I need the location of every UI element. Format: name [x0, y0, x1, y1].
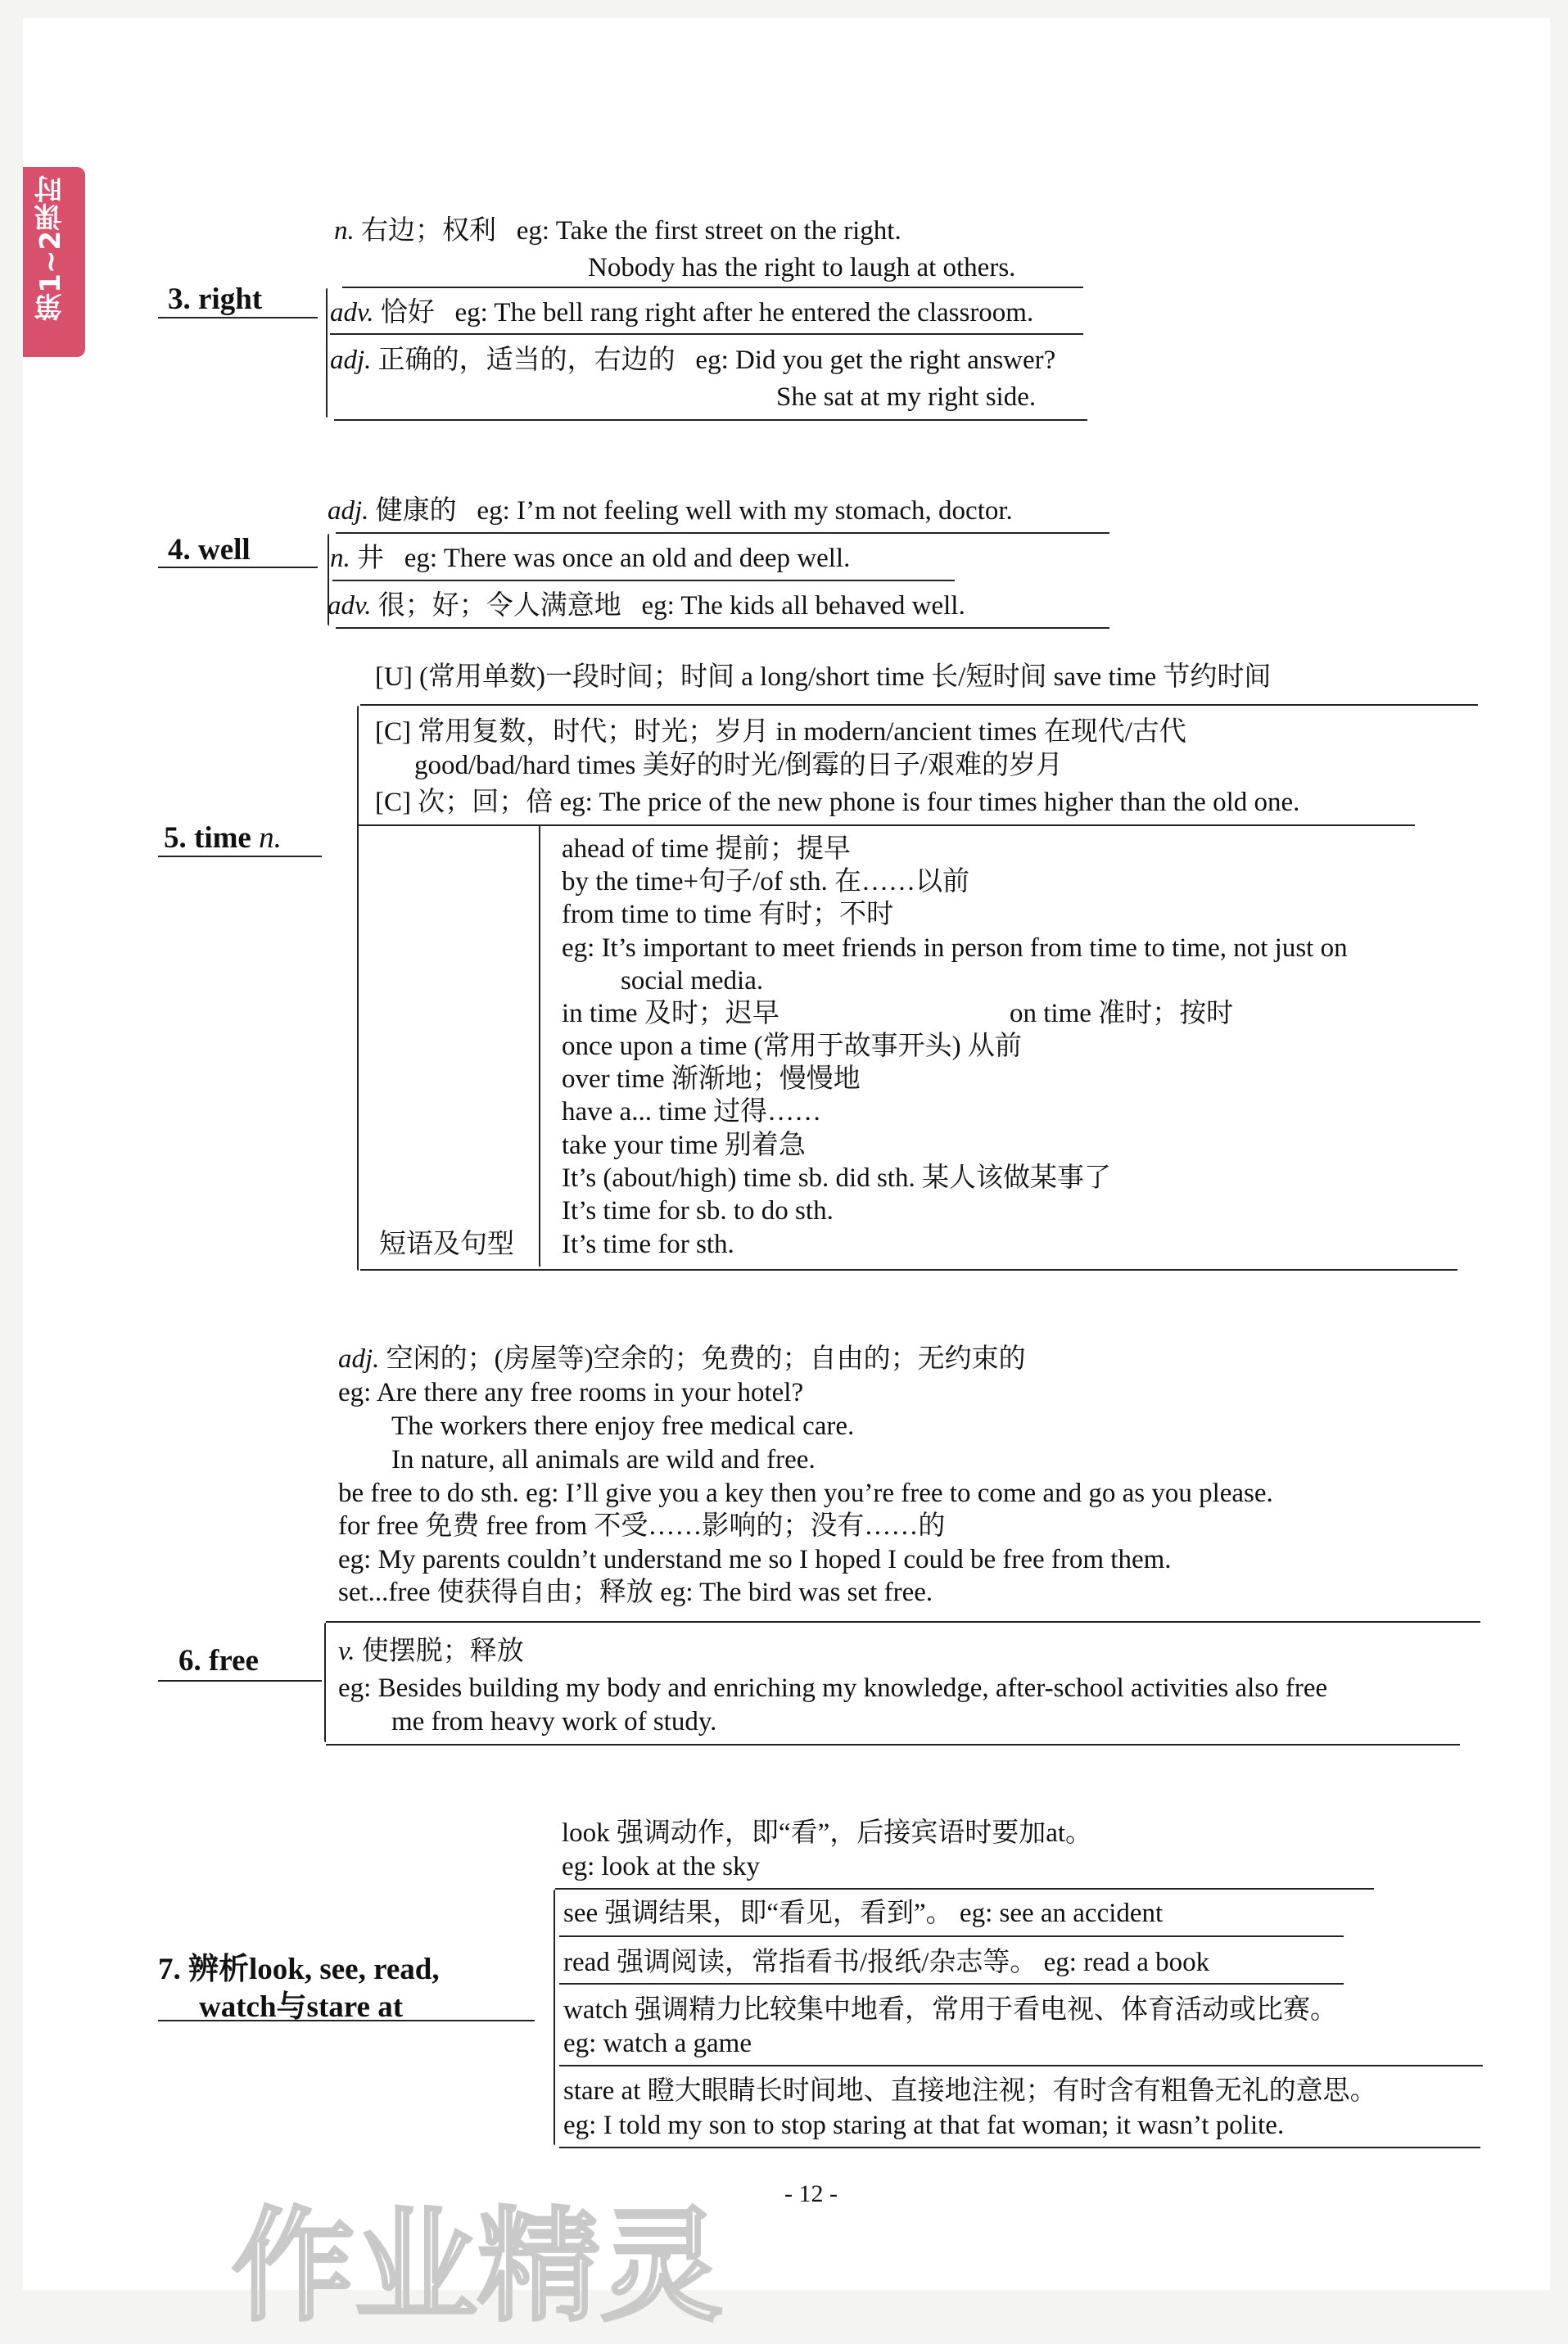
example-text: Nobody has the right to laugh at others. [588, 253, 1016, 282]
divider [559, 1935, 1344, 1937]
divider [326, 1744, 1460, 1746]
phrase-item: in time 及时；迟早 [562, 999, 779, 1028]
entry-heading-free: 6. free [178, 1644, 259, 1678]
phrase-item: take your time 别着急 [562, 1131, 806, 1160]
entry-heading-right: 3. right [168, 282, 263, 316]
usage-line: eg: watch a game [563, 2029, 752, 2058]
pos-line: adj. 健康的 eg: I’m not feeling well with my stomach, doctor. [328, 496, 1013, 526]
divider [360, 1269, 1457, 1271]
heading-underline [158, 317, 318, 318]
example-text: eg: Besides building my body and enriching my knowledge, after-school activities also free [338, 1673, 1328, 1703]
example-text: In nature, all animals are wild and free. [391, 1445, 816, 1475]
page-number: - 12 - [784, 2180, 838, 2207]
usage-line: eg: look at the sky [562, 1852, 760, 1881]
usage-line: look 强调动作，即“看”，后接宾语时要加at。 [562, 1818, 1093, 1848]
divider [559, 1983, 1344, 1985]
divider [334, 419, 1087, 421]
watermark: 作业精灵 [232, 2196, 724, 2338]
usage-line: [C] 次；回；倍 eg: The price of the new phone is four times higher than the old one. [375, 788, 1300, 817]
usage-line: stare at 瞪大眼睛长时间地、直接地注视；有时含有粗鲁无礼的意思。 [563, 2076, 1377, 2106]
divider [559, 2065, 1483, 2066]
pos-line: v. 使摆脱；释放 [338, 1637, 524, 1666]
usage-line: see 强调结果，即“看见，看到”。 eg: see an accident [563, 1899, 1164, 1928]
divider [336, 532, 1109, 534]
heading-underline [158, 2020, 535, 2021]
brace [324, 1623, 326, 1742]
phrase-item: have a... time 过得…… [562, 1097, 822, 1127]
example-text: She sat at my right side. [776, 382, 1037, 412]
brace [326, 288, 328, 418]
usage-line: good/bad/hard times 美好的时光/倒霉的日子/艰难的岁月 [414, 751, 1063, 780]
usage-line: eg: I told my son to stop staring at that fat woman; it wasn’t polite. [563, 2111, 1285, 2140]
phrase-item: by the time+句子/of sth. 在……以前 [562, 867, 969, 897]
pos-line: adv. 恰好 eg: The bell rang right after he entered the classroom. [330, 298, 1034, 327]
example-text: eg: My parents couldn’t understand me so I hoped I could be free from them. [338, 1545, 1172, 1574]
heading-underline [158, 856, 322, 857]
pos-line: n. 右边；权利 eg: Take the first street on the right. [334, 216, 901, 246]
usage-line: [C] 常用复数，时代；时光；岁月 in modern/ancient times 在现代/古代 [375, 717, 1186, 747]
example-text: eg: Are there any free rooms in your hotel? [338, 1378, 804, 1407]
divider [360, 704, 1478, 706]
phrases-separator [539, 824, 540, 1267]
entry-heading-look: 7. 辨析look, see, read, [158, 1953, 440, 1986]
pos-line: adv. 很；好；令人满意地 eg: The kids all behaved well. [328, 591, 965, 621]
divider [359, 824, 1415, 826]
divider [559, 2147, 1480, 2148]
pos-line: adj. 正确的，适当的，右边的 eg: Did you get the right answer? [330, 346, 1056, 375]
phrase-item: social media. [621, 966, 764, 996]
usage-line: [U] (常用单数)一段时间；时间 a long/short time 长/短时间 save time 节约时间 [375, 662, 1272, 692]
phrase-item: It’s time for sth. [562, 1230, 734, 1259]
example-text: set...free 使获得自由；释放 eg: The bird was set free. [338, 1578, 933, 1607]
pos-line: adj. 空闲的；(房屋等)空余的；免费的；自由的；无约束的 [338, 1344, 1026, 1374]
brace [328, 534, 329, 626]
phrase-item: once upon a time (常用于故事开头) 从前 [562, 1032, 1022, 1061]
example-text: me from heavy work of study. [391, 1707, 717, 1737]
heading-underline [158, 1680, 322, 1682]
example-text: The workers there enjoy free medical care. [391, 1411, 855, 1441]
phrase-item: ahead of time 提前；提早 [562, 834, 851, 864]
example-text: for free 免费 free from 不受……影响的；没有……的 [338, 1511, 946, 1541]
divider [336, 627, 1109, 629]
brace [554, 1890, 555, 2145]
phrase-item: on time 准时；按时 [1010, 999, 1234, 1028]
usage-line: read 强调阅读，常指看书/报纸/杂志等。 eg: read a book [563, 1948, 1210, 1977]
entry-heading-time: 5. time n. [164, 821, 282, 855]
page [23, 18, 1550, 2338]
brace [357, 706, 359, 1271]
divider [326, 1621, 1480, 1623]
divider [330, 333, 1083, 335]
phrase-item: It’s (about/high) time sb. did sth. 某人该做某事了 [562, 1163, 1111, 1193]
phrase-item: It’s time for sb. to do sth. [562, 1196, 834, 1226]
phrases-label: 短语及句型 [379, 1230, 514, 1259]
entry-heading-well: 4. well [168, 533, 251, 567]
entry-heading-look-2: watch与stare at [199, 1990, 404, 2024]
usage-line: watch 强调精力比较集中地看，常用于看电视、体育活动或比赛。 [563, 1995, 1338, 2025]
divider [555, 1888, 1374, 1890]
divider [332, 580, 955, 581]
pos-line: n. 井 eg: There was once an old and deep well. [330, 544, 851, 573]
divider [342, 287, 1083, 288]
phrase-item: eg: It’s important to meet friends in person from time to time, not just on [562, 933, 1348, 963]
lesson-tab: 第1~2课时 [23, 167, 85, 357]
heading-underline [158, 567, 318, 568]
phrase-item: from time to time 有时；不时 [562, 900, 894, 929]
phrase-item: over time 渐渐地；慢慢地 [562, 1064, 861, 1094]
example-text: be free to do sth. eg: I’ll give you a key then you’re free to come and go as you please. [338, 1479, 1273, 1508]
